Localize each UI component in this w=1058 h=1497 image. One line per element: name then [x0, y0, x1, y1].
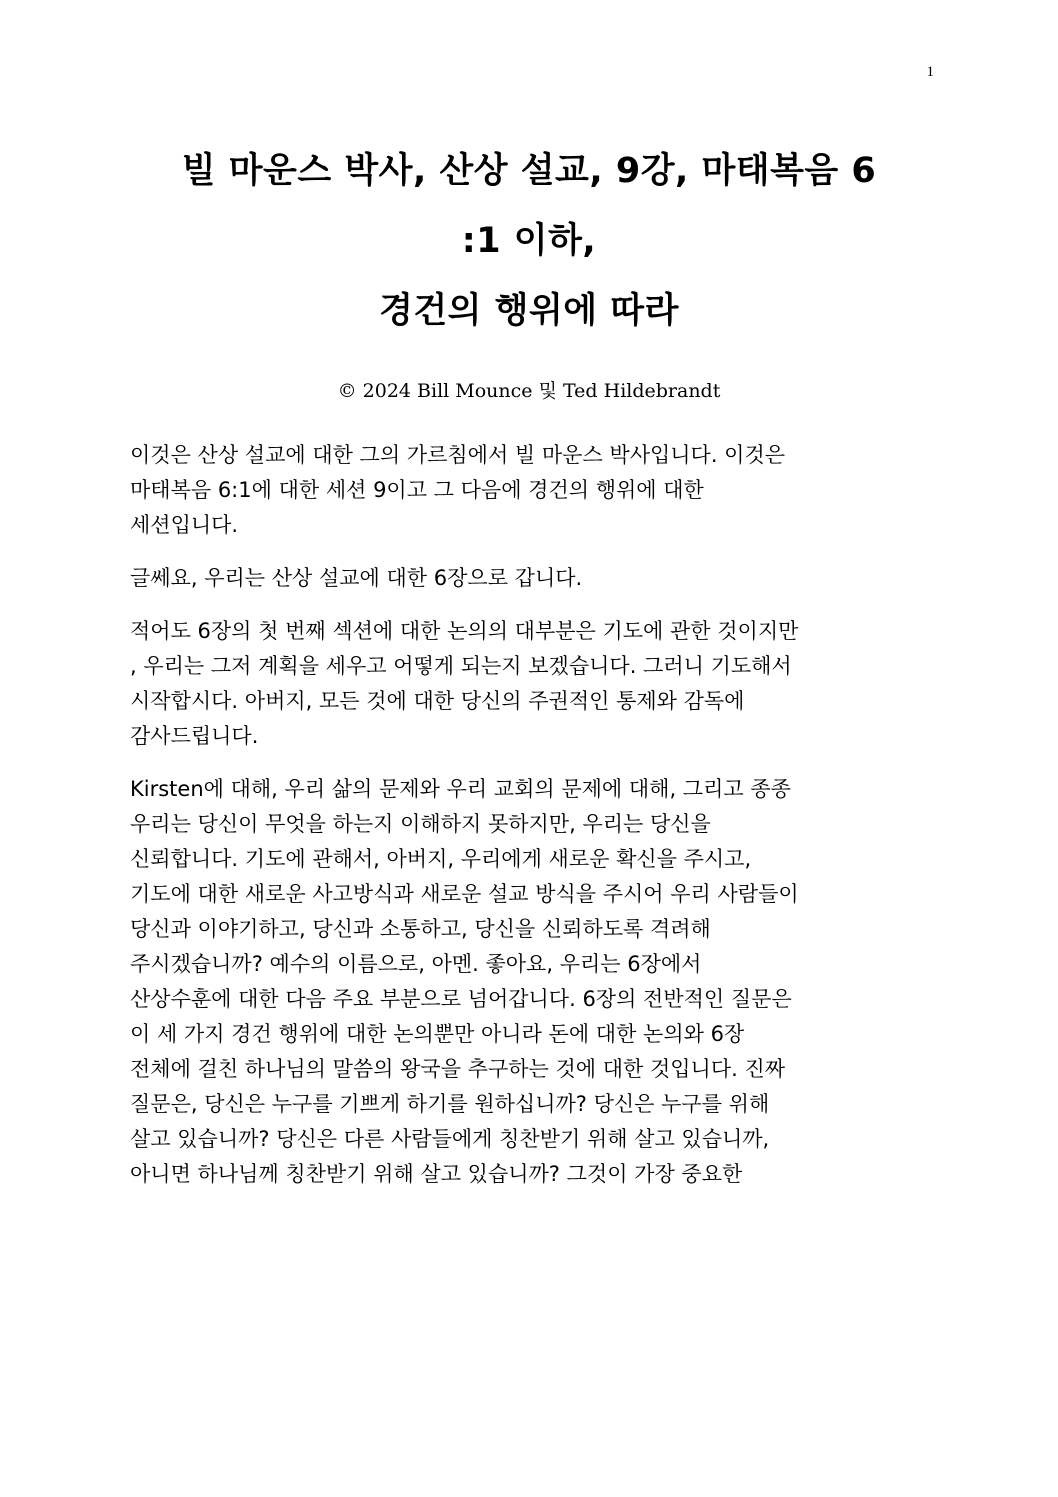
text-line: 시작합시다. 아버지, 모든 것에 대한 당신의 주권적인 통제와 감독에	[130, 689, 745, 713]
text-line: 전체에 걸친 하나님의 말씀의 왕국을 추구하는 것에 대한 것입니다. 진짜	[130, 1057, 786, 1081]
text-line: 기도에 대한 새로운 사고방식과 새로운 설교 방식을 주시어 우리 사람들이	[130, 882, 799, 906]
paragraph-chapter-six	[130, 561, 930, 596]
text-line: 살고 있습니까? 당신은 다른 사람들에게 칭찬받기 위해 살고 있습니까,	[130, 1127, 770, 1151]
document-body	[130, 438, 930, 1210]
text-line: 주시겠습니까? 예수의 이름으로, 아멘. 좋아요, 우리는 6장에서	[130, 952, 702, 976]
text-line: 마태복음 6:1에 대한 세션 9이고 그 다음에 경건의 행위에 대한	[130, 478, 704, 502]
title-line: :1 이하,	[461, 221, 597, 261]
copyright-notice: © 2024 Bill Mounce 및 Ted Hildebrandt	[337, 380, 721, 402]
text-line: , 우리는 그저 계획을 세우고 어떻게 되는지 보겠습니다. 그러니 기도해서	[130, 654, 792, 678]
text-line: 산상수훈에 대한 다음 주요 부분으로 넘어갑니다. 6장의 전반적인 질문은	[130, 987, 792, 1011]
paragraph-prayer-continued	[130, 772, 930, 1192]
title-line: 빌 마운스 박사, 산상 설교, 9강, 마태복음 6	[181, 151, 877, 191]
text-line: 글쎄요, 우리는 산상 설교에 대한 6장으로 갑니다.	[130, 566, 583, 590]
text-line: 신뢰합니다. 기도에 관해서, 아버지, 우리에게 새로운 확신을 주시고,	[130, 847, 752, 871]
page-number: 1	[926, 64, 934, 80]
text-line: 당신과 이야기하고, 당신과 소통하고, 당신을 신뢰하도록 격려해	[130, 917, 711, 941]
text-line: 적어도 6장의 첫 번째 섹션에 대한 논의의 대부분은 기도에 관한 것이지만	[130, 619, 799, 643]
text-line: 이 세 가지 경건 행위에 대한 논의뿐만 아니라 돈에 대한 논의와 6장	[130, 1022, 745, 1046]
document-title	[130, 136, 928, 346]
text-line: 우리는 당신이 무엇을 하는지 이해하지 못하지만, 우리는 당신을	[130, 812, 711, 836]
text-line: 이것은 산상 설교에 대한 그의 가르침에서 빌 마운스 박사입니다. 이것은	[130, 443, 786, 467]
title-line: 경건의 행위에 따라	[379, 291, 679, 331]
text-line: 세션입니다.	[130, 513, 239, 537]
text-line: 아니면 하나님께 칭찬받기 위해 살고 있습니까? 그것이 가장 중요한	[130, 1162, 743, 1186]
paragraph-prayer-start	[130, 614, 930, 754]
text-line: 질문은, 당신은 누구를 기쁘게 하기를 원하십니까? 당신은 누구를 위해	[130, 1092, 770, 1116]
text-line: 감사드립니다.	[130, 724, 259, 748]
paragraph-intro	[130, 438, 930, 543]
text-line: Kirsten에 대해, 우리 삶의 문제와 우리 교회의 문제에 대해, 그리고 종종	[130, 777, 791, 801]
